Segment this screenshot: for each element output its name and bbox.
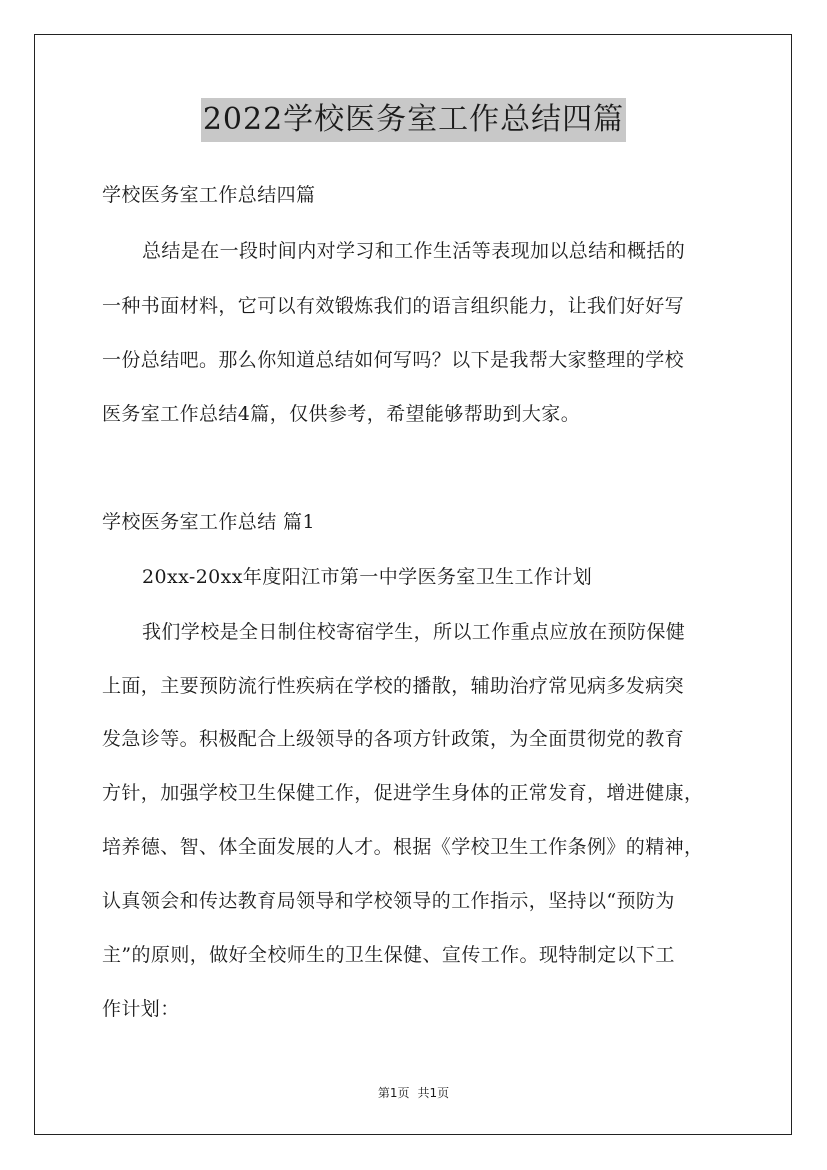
intro-line-4: 医务室工作总结4篇，仅供参考，希望能够帮助到大家。 <box>102 403 581 425</box>
intro-line-2: 一种书面材料，它可以有效锻炼我们的语言组织能力，让我们好好写 <box>102 295 685 317</box>
intro-line-3: 一份总结吧。那么你知道总结如何写吗？以下是我帮大家整理的学校 <box>102 349 685 371</box>
body-line-2: 上面，主要预防流行性疾病在学校的播散，辅助治疗常见病多发病突 <box>102 675 685 697</box>
plan-title: 20xx-20xx年度阳江市第一中学医务室卫生工作计划 <box>142 566 593 588</box>
intro-line-1: 总结是在一段时间内对学习和工作生活等表现加以总结和概括的 <box>142 240 686 262</box>
page-number: 第1页 <box>377 1086 410 1100</box>
document-title: 2022学校医务室工作总结四篇 <box>201 98 626 142</box>
title-wrap <box>0 98 827 142</box>
body-line-1: 我们学校是全日制住校寄宿学生，所以工作重点应放在预防保健 <box>142 621 686 643</box>
body-line-7: 主”的原则，做好全校师生的卫生保健、宣传工作。现特制定以下工 <box>102 944 675 966</box>
page-total: 共1页 <box>417 1086 450 1100</box>
subtitle: 学校医务室工作总结四篇 <box>102 184 316 206</box>
section-heading: 学校医务室工作总结 篇1 <box>102 511 315 533</box>
body-line-8: 作计划： <box>102 998 180 1020</box>
body-line-6: 认真领会和传达教育局领导和学校领导的工作指示，坚持以“预防为 <box>102 890 675 912</box>
body-line-3: 发急诊等。积极配合上级领导的各项方针政策，为全面贯彻党的教育 <box>102 728 685 750</box>
body-line-5: 培养德、智、体全面发展的人才。根据《学校卫生工作条例》的精神， <box>102 836 704 858</box>
body-line-4: 方针，加强学校卫生保健工作，促进学生身体的正常发育，增进健康， <box>102 782 704 804</box>
page-footer <box>0 1084 827 1101</box>
